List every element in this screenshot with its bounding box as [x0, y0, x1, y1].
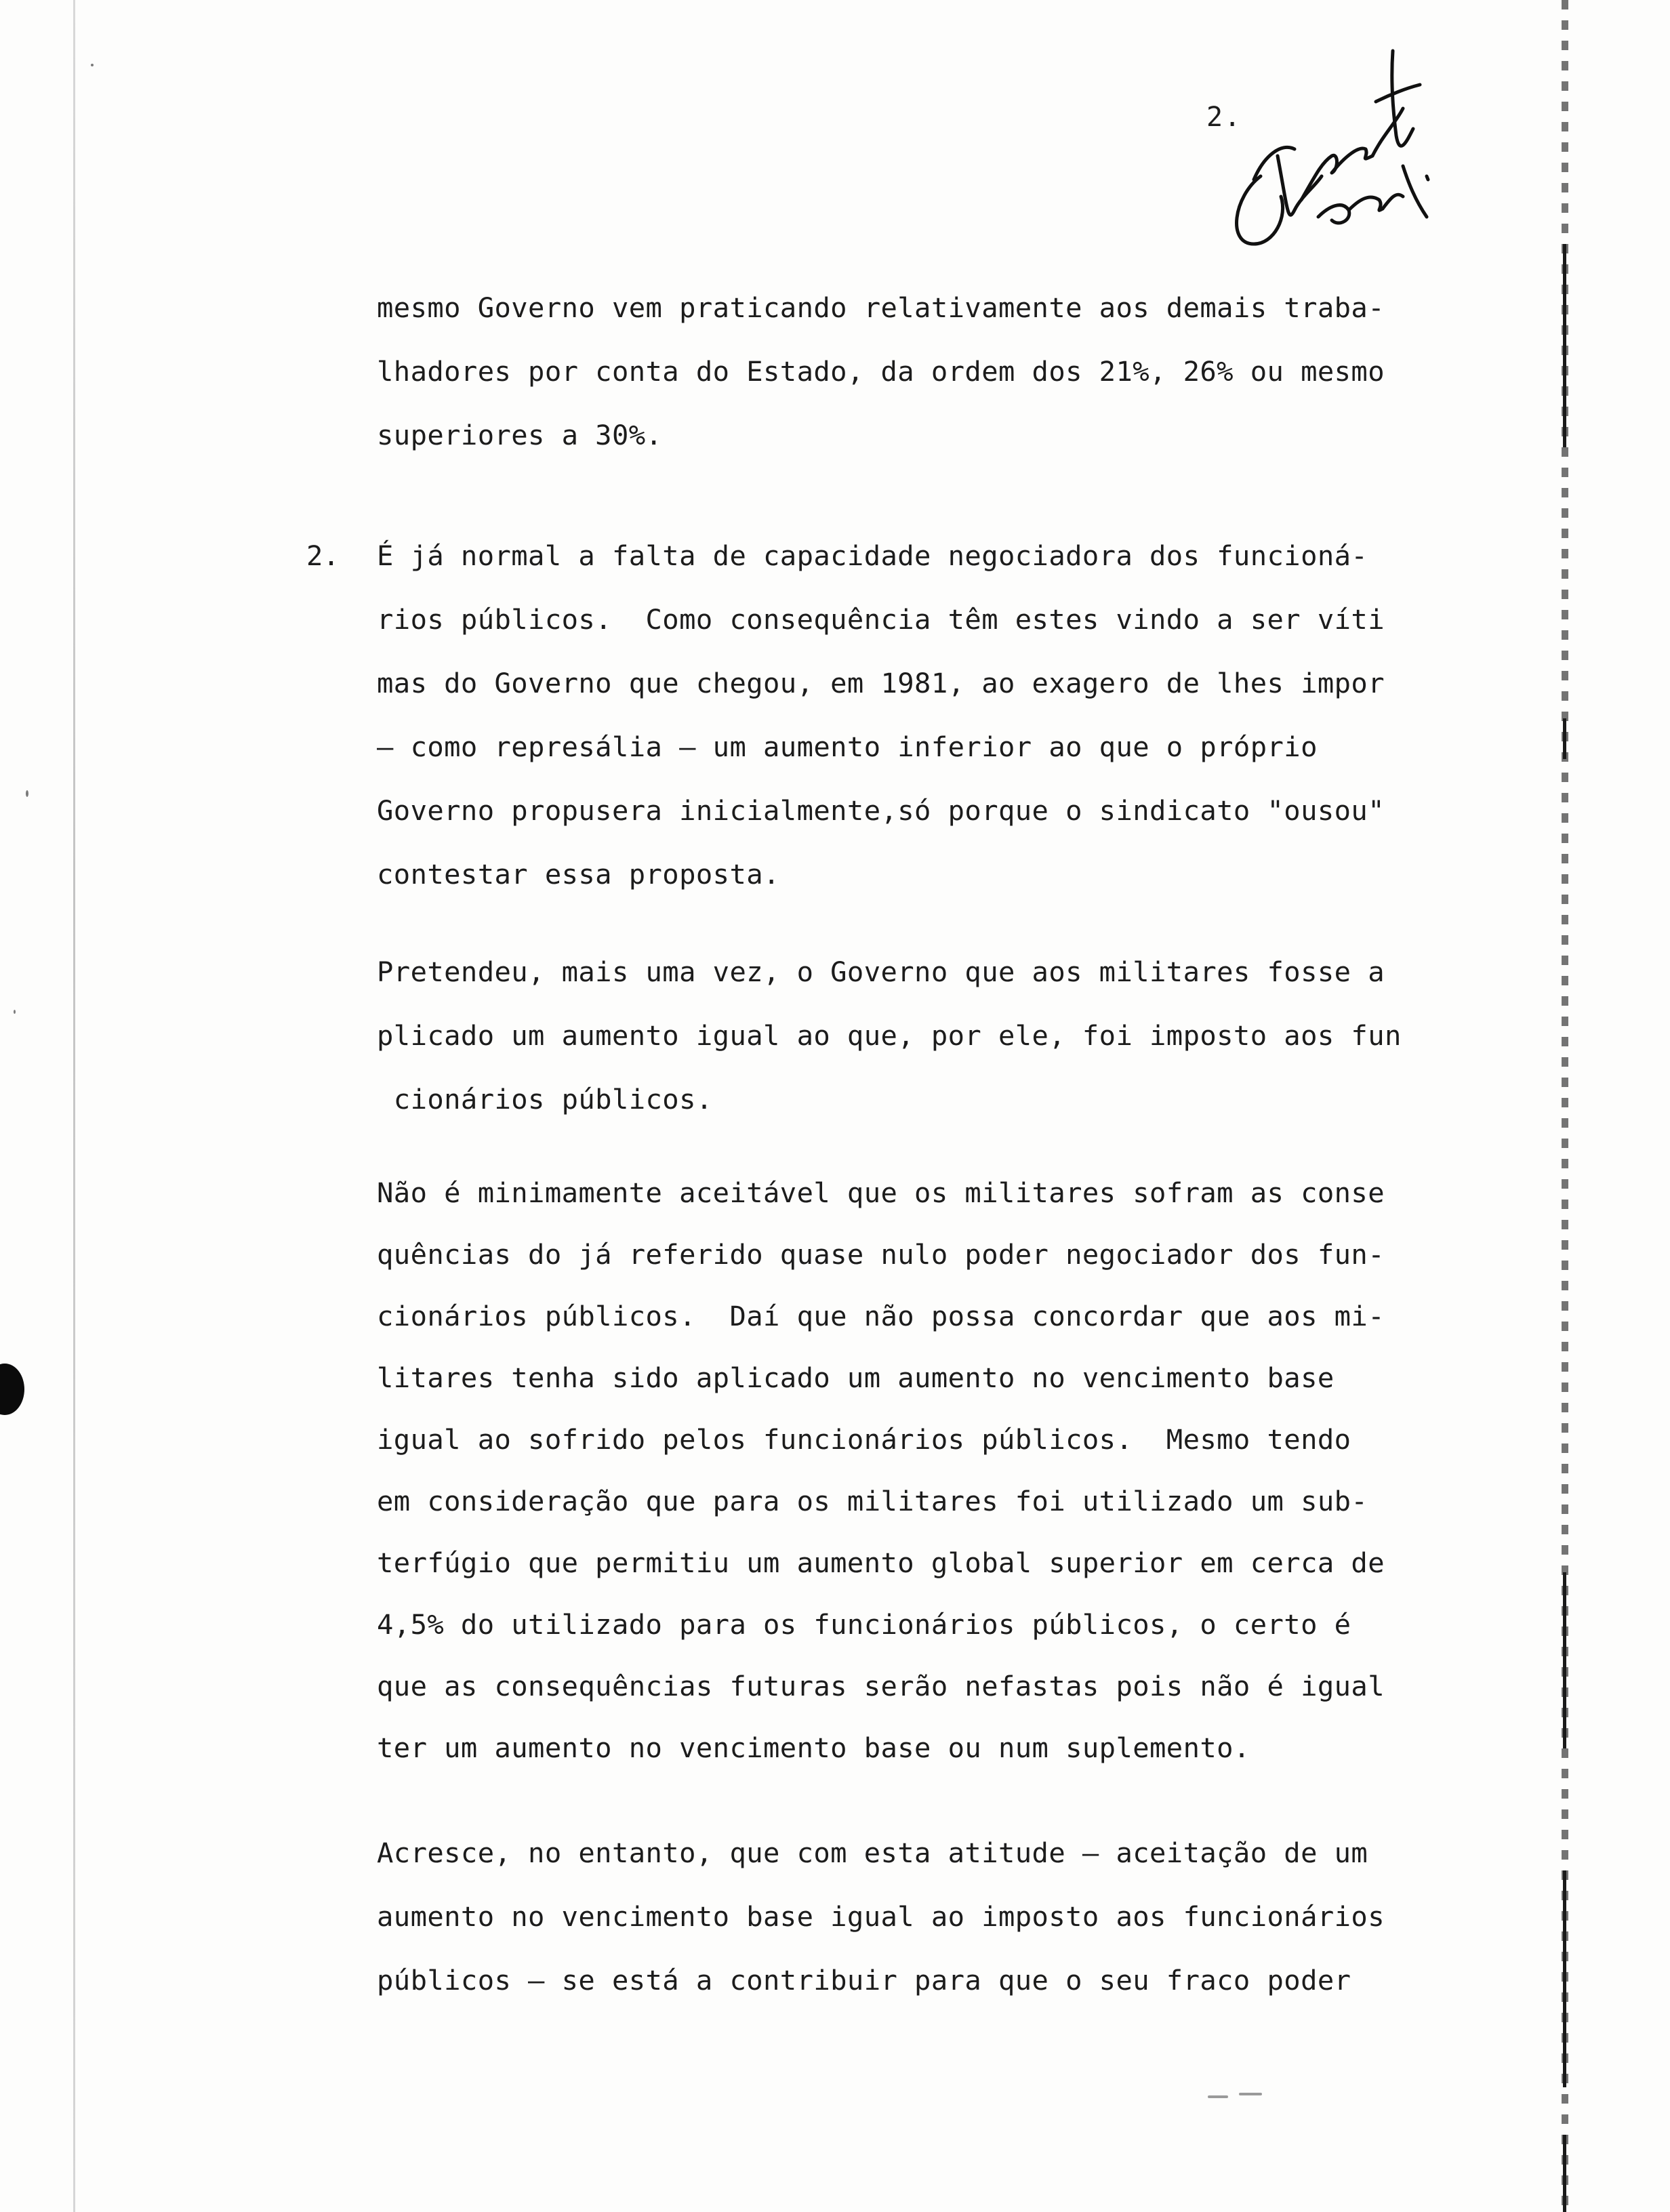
text-line: quências do já referido quase nulo poder negociador dos fun-	[377, 1238, 1385, 1271]
text-line: em consideração que para os militares foi utilizado um sub-	[377, 1485, 1368, 1517]
text-line: Pretendeu, mais uma vez, o Governo que aos militares fosse a	[377, 956, 1385, 988]
paper-speck	[91, 64, 94, 66]
text-line: públicos — se está a contribuir para que o seu fraco poder	[377, 1964, 1351, 1996]
text-line: plicado um aumento igual ao que, por ele, foi imposto aos fun	[377, 1019, 1402, 1052]
punch-hole	[0, 1364, 24, 1415]
text-line: — como represália — um aumento inferior ao que o próprio	[377, 731, 1318, 763]
text-line: ter um aumento no vencimento base ou num suplemento.	[377, 1732, 1250, 1764]
text-line: cionários públicos. Daí que não possa concordar que aos mi-	[377, 1300, 1385, 1332]
paper-speck	[14, 1010, 16, 1014]
text-line: É já normal a falta de capacidade negociadora dos funcioná-	[377, 539, 1368, 572]
edge-mark	[1563, 244, 1566, 447]
item-number: 2.	[306, 539, 340, 572]
text-line: Não é minimamente aceitável que os militares sofram as conse	[377, 1176, 1385, 1209]
text-line: litares tenha sido aplicado um aumento no vencimento base	[377, 1361, 1335, 1394]
text-line: Governo propusera inicialmente,só porque o sindicato "ousou"	[377, 794, 1385, 827]
paper-speck	[1239, 2093, 1262, 2095]
edge-mark	[1563, 1572, 1566, 1748]
text-line: cionários públicos.	[377, 1083, 713, 1115]
text-line: superiores a 30%.	[377, 419, 663, 451]
text-line: rios públicos. Como consequência têm estes vindo a ser víti	[377, 603, 1385, 636]
paper-speck	[26, 790, 28, 797]
text-line: Acresce, no entanto, que com esta atitude — aceitação de um	[377, 1837, 1368, 1869]
text-line: terfúgio que permitiu um aumento global superior em cerca de	[377, 1547, 1385, 1579]
text-line: mesmo Governo vem praticando relativamente aos demais traba-	[377, 291, 1385, 324]
page-number: 2.	[1206, 102, 1242, 133]
text-line: mas do Governo que chegou, em 1981, ao exagero de lhes impor	[377, 667, 1385, 699]
text-line: lhadores por conta do Estado, da ordem dos 21%, 26% ou mesmo	[377, 355, 1385, 388]
text-line: aumento no vencimento base igual ao imposto aos funcionários	[377, 1900, 1385, 1933]
handwritten-signature	[1213, 41, 1437, 258]
text-line: contestar essa proposta.	[377, 858, 780, 890]
edge-mark	[1563, 718, 1566, 759]
text-line: que as consequências futuras serão nefastas pois não é igual	[377, 1670, 1385, 1702]
edge-mark	[1563, 1870, 1566, 2087]
text-line: igual ao sofrido pelos funcionários públicos. Mesmo tendo	[377, 1423, 1351, 1456]
binding-edge	[73, 0, 75, 2212]
paper-speck	[1208, 2095, 1228, 2098]
edge-mark	[1563, 2135, 1566, 2212]
text-line: 4,5% do utilizado para os funcionários públicos, o certo é	[377, 1608, 1351, 1641]
